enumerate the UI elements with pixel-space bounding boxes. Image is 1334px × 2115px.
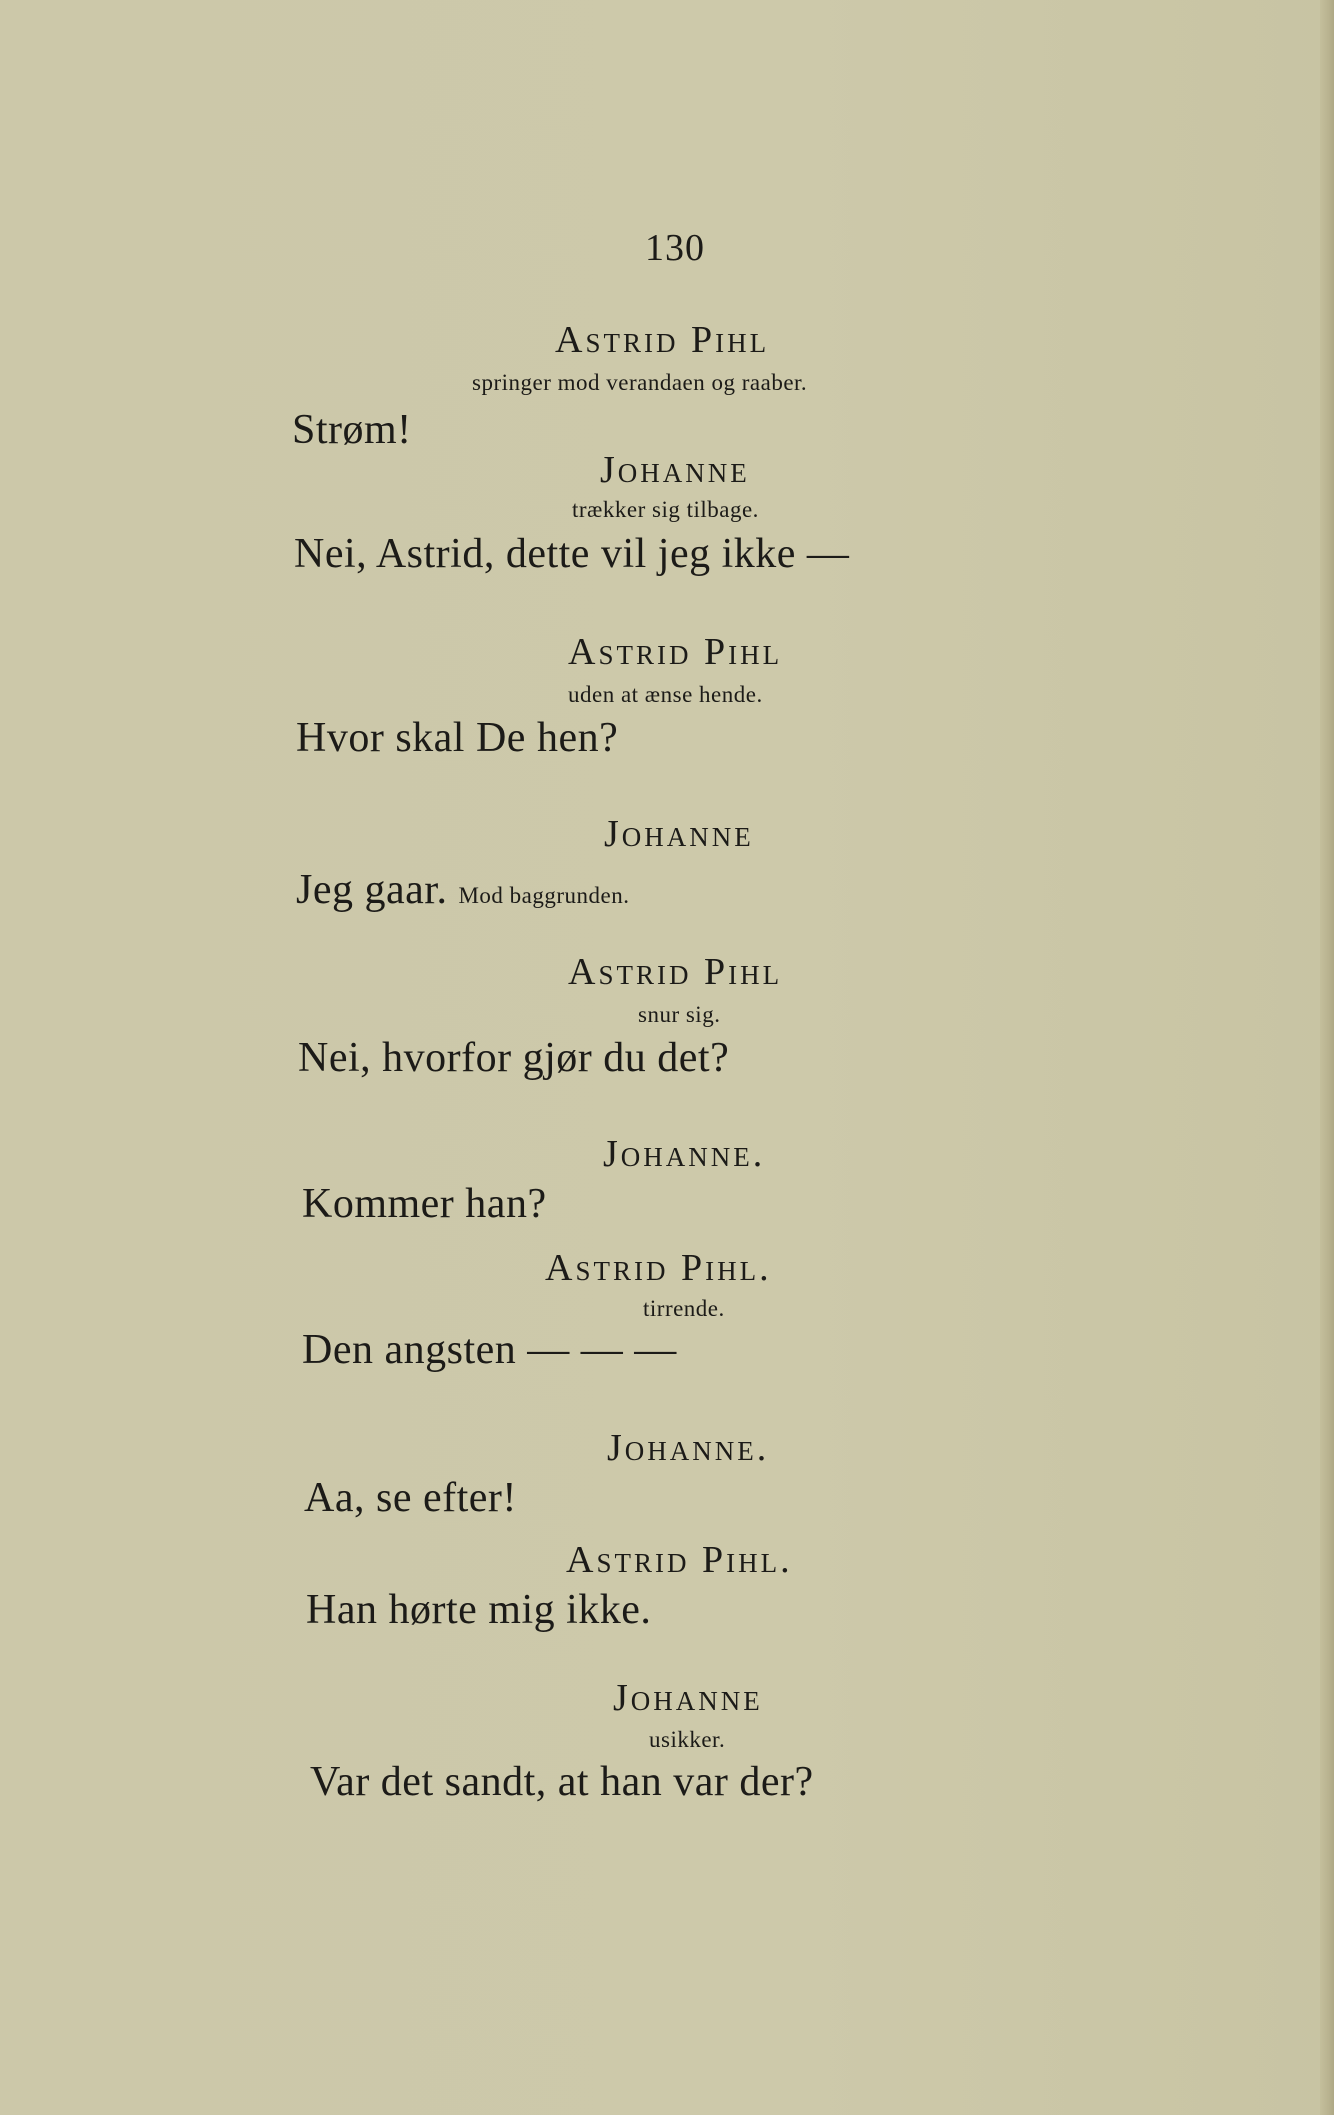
speaker-name: Astrid Pihl [568,951,783,993]
dialogue-line: Aa, se efter! [304,1475,517,1521]
page-number: 130 [645,227,705,269]
dialogue-line: Han hørte mig ikke. [306,1587,652,1633]
speaker-name: Johanne. [603,1133,766,1175]
dialogue-line: Var det sandt, at han var der? [310,1759,814,1805]
speaker-name: Johanne [613,1677,763,1719]
speaker-name: Johanne [600,449,750,491]
speaker-name: Johanne [604,813,754,855]
speaker-name: Johanne. [607,1427,770,1469]
speaker-name: Astrid Pihl [568,631,783,673]
dialogue-line: Hvor skal De hen? [296,715,619,761]
speaker-name: Astrid Pihl. [545,1247,772,1289]
inline-stage-direction: Mod baggrunden. [458,883,630,908]
dialogue-text: Jeg gaar. [296,867,448,913]
stage-direction: trækker sig tilbage. [572,497,759,522]
dialogue-line [296,866,629,914]
stage-direction: tirrende. [643,1296,725,1321]
dialogue-line: Den angsten — — — [302,1327,677,1373]
stage-direction: uden at ænse hende. [568,682,763,707]
stage-direction: springer mod verandaen og raaber. [472,370,808,395]
stage-direction: usikker. [649,1727,726,1752]
page-edge [1320,0,1334,2115]
dialogue-line: Strøm! [292,407,412,453]
stage-direction: snur sig. [638,1002,721,1027]
dialogue-line: Kommer han? [302,1181,547,1227]
speaker-name: Astrid Pihl. [566,1539,793,1581]
dialogue-line: Nei, Astrid, dette vil jeg ikke — [294,531,850,577]
speaker-name: Astrid Pihl [555,319,770,361]
dialogue-line: Nei, hvorfor gjør du det? [298,1035,730,1081]
